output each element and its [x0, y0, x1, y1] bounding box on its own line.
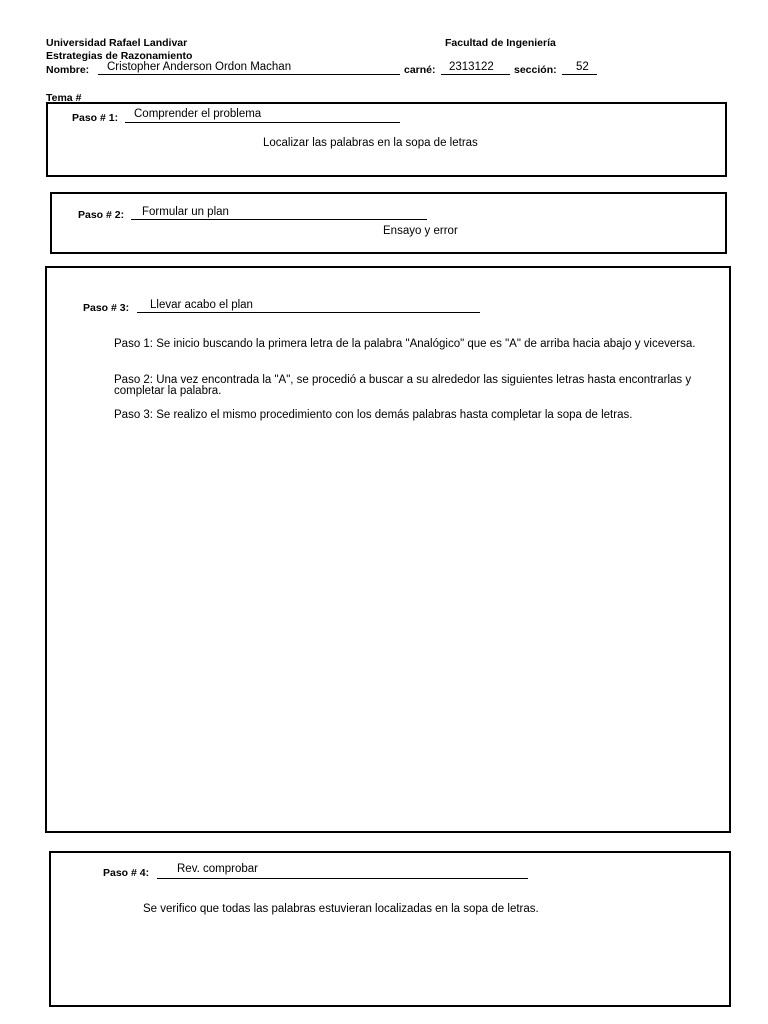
step-2-label: Paso # 2: — [78, 209, 125, 221]
step-1-underline — [125, 122, 400, 123]
name-value: Cristopher Anderson Ordon Machan — [107, 61, 292, 73]
step-3-underline — [137, 312, 480, 313]
step-3-box — [45, 266, 731, 833]
step-3-title: Llevar acabo el plan — [150, 299, 253, 311]
step-1-title: Comprender el problema — [134, 108, 262, 120]
step-2-underline — [131, 219, 427, 220]
step-2-box — [50, 192, 727, 254]
step-4-label: Paso # 4: — [103, 867, 150, 879]
university-name: Universidad Rafael Landivar — [46, 37, 188, 49]
step-1-label: Paso # 1: — [72, 112, 119, 124]
step-3-paragraph-1: Paso 1: Se inicio buscando la primera letra de la palabra "Analógico" que es "A" de arriba hacia abajo y viceversa. — [114, 338, 696, 350]
carne-underline — [441, 74, 510, 75]
seccion-value: 52 — [576, 61, 589, 73]
step-3-label: Paso # 3: — [83, 302, 130, 314]
step-4-body: Se verifico que todas las palabras estuvieran localizadas en la sopa de letras. — [143, 903, 539, 915]
carne-value: 2313122 — [449, 61, 494, 73]
seccion-label: sección: — [514, 64, 557, 76]
name-label: Nombre: — [46, 64, 90, 76]
step-2-title: Formular un plan — [142, 206, 229, 218]
name-underline — [98, 74, 400, 75]
carne-label: carné: — [404, 64, 436, 76]
step-2-body: Ensayo y error — [383, 225, 458, 237]
step-4-box — [49, 851, 731, 1007]
step-1-body: Localizar las palabras en la sopa de letras — [263, 137, 478, 149]
step-3-paragraph-2: Paso 2: Una vez encontrada la "A", se procedió a buscar a su alrededor las siguientes letras hasta encontrarlas y completar la palabra. — [114, 374, 692, 397]
step-4-underline — [157, 878, 528, 879]
step-3-paragraph-3: Paso 3: Se realizo el mismo procedimiento con los demás palabras hasta completar la sopa de letras. — [114, 409, 633, 421]
faculty-name: Facultad de Ingeniería — [445, 37, 556, 49]
course-name: Estrategias de Razonamiento — [46, 50, 193, 62]
tema-label: Tema # — [46, 92, 82, 104]
step-4-title: Rev. comprobar — [177, 863, 258, 875]
seccion-underline — [562, 74, 597, 75]
